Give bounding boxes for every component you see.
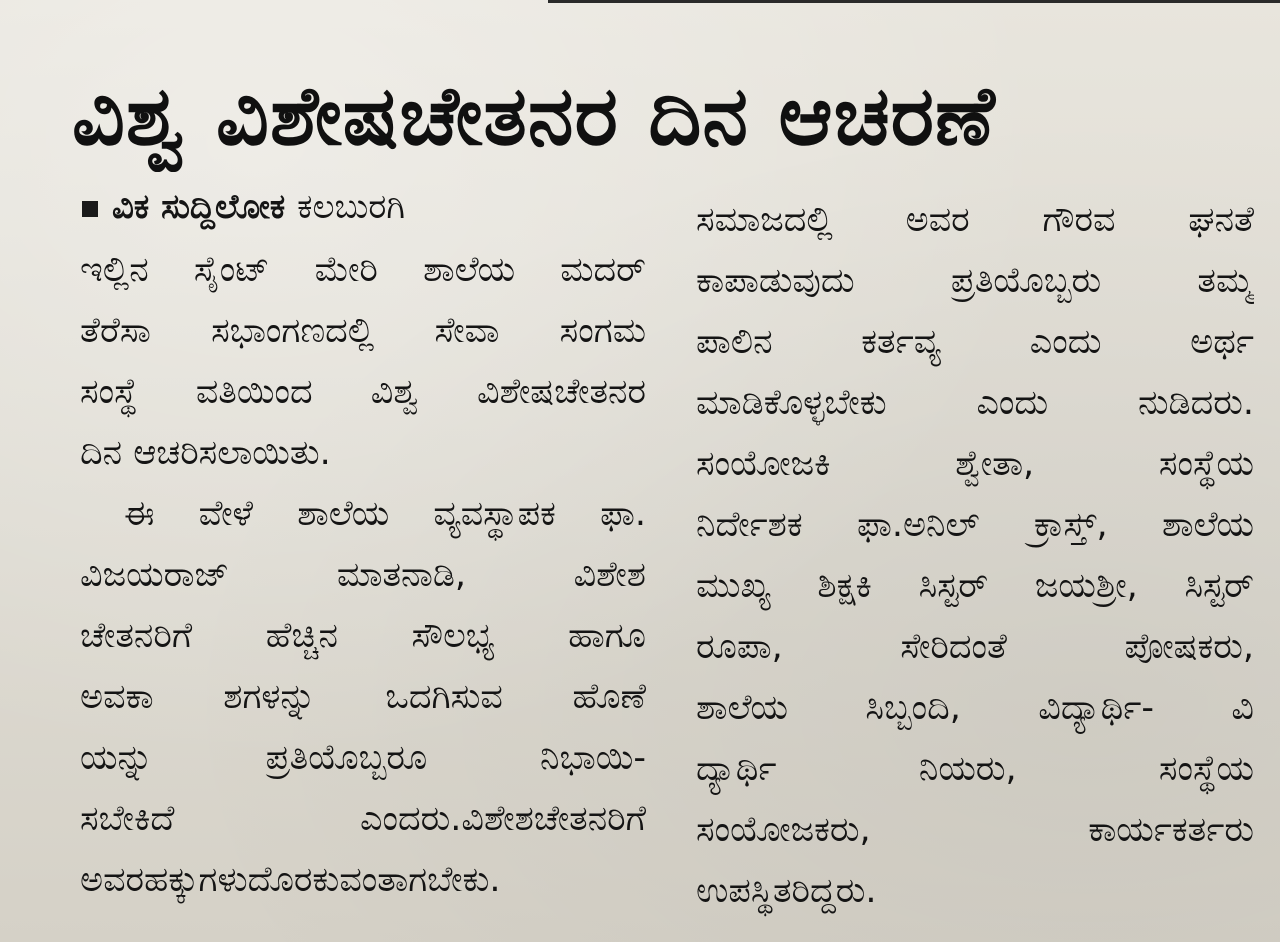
byline-source: ವಿಕ ಸುದ್ದಿಲೋಕ — [112, 187, 286, 227]
body-line: ಸಂಸ್ಥೆ ವತಿಯಿಂದ ವಿಶ್ವ ವಿಶೇಷಚೇತನರ — [80, 372, 646, 412]
body-line: ಇಲ್ಲಿನ ಸೈಂಟ್ ಮೇರಿ ಶಾಲೆಯ ಮದರ್ — [80, 250, 646, 290]
article-column-left — [80, 240, 646, 911]
body-line: ಉಪಸ್ಥಿತರಿದ್ದರು. — [696, 871, 877, 911]
body-line: ಪಾಲಿನ ಕರ್ತವ್ಯ ಎಂದು ಅರ್ಥ — [696, 322, 1254, 362]
byline-place: ಕಲಬುರಗಿ — [297, 187, 405, 227]
body-line: ಸಮಾಜದಲ್ಲಿ ಅವರ ಗೌರವ ಘನತೆ — [696, 200, 1254, 240]
bullet-square-icon — [82, 201, 98, 217]
article-column-right — [696, 190, 1254, 922]
body-line: ಮುಖ್ಯ ಶಿಕ್ಷಕಿ ಸಿಸ್ಟರ್ ಜಯಶ್ರೀ, ಸಿಸ್ಟರ್ — [696, 566, 1254, 606]
body-line: ದಿನ ಆಚರಿಸಲಾಯಿತು. — [80, 433, 331, 473]
body-line: ಶಾಲೆಯ ಸಿಬ್ಬಂದಿ, ವಿದ್ಯಾರ್ಥಿ- ವಿ — [696, 688, 1254, 728]
top-rule-divider — [548, 0, 1280, 3]
body-line: ತೆರೆಸಾ ಸಭಾಂಗಣದಲ್ಲಿ ಸೇವಾ ಸಂಗಮ — [80, 311, 646, 351]
body-line: ಸಂಯೋಜಕಿ ಶ್ವೇತಾ, ಸಂಸ್ಥೆಯ — [696, 444, 1254, 484]
body-line: ಅವರಹಕ್ಕುಗಳುದೊರಕುವಂತಾಗಬೇಕು. — [80, 860, 501, 900]
body-line: ವಿಜಯರಾಜ್ ಮಾತನಾಡಿ, ವಿಶೇಶ — [80, 555, 646, 595]
body-line: ಕಾಪಾಡುವುದು ಪ್ರತಿಯೊಬ್ಬರು ತಮ್ಮ — [696, 261, 1254, 301]
headline: ವಿಶ್ವ ವಿಶೇಷಚೇತನರ ದಿನ ಆಚರಣೆ — [72, 69, 996, 164]
body-line: ಈ ವೇಳೆ ಶಾಲೆಯ ವ್ಯವಸ್ಥಾಪಕ ಫಾ. — [124, 494, 646, 534]
body-line: ಮಾಡಿಕೊಳ್ಳಬೇಕು ಎಂದು ನುಡಿದರು. — [696, 383, 1254, 423]
body-line: ಸಬೇಕಿದೆ ಎಂದರು.ವಿಶೇಶಚೇತನರಿಗೆ — [80, 799, 646, 839]
body-line: ಅವಕಾ ಶಗಳನ್ನು ಒದಗಿಸುವ ಹೊಣೆ — [80, 677, 646, 717]
body-line: ಯನ್ನು ಪ್ರತಿಯೊಬ್ಬರೂ ನಿಭಾಯಿ- — [80, 738, 646, 778]
byline — [82, 182, 405, 232]
body-line: ದ್ಯಾರ್ಥಿ ನಿಯರು, ಸಂಸ್ಥೆಯ — [696, 749, 1254, 789]
body-line: ರೂಪಾ, ಸೇರಿದಂತೆ ಪೋಷಕರು, — [696, 627, 1254, 667]
body-line: ಚೇತನರಿಗೆ ಹೆಚ್ಚಿನ ಸೌಲಭ್ಯ ಹಾಗೂ — [80, 616, 646, 656]
body-line: ಸಂಯೋಜಕರು, ಕಾರ್ಯಕರ್ತರು — [696, 810, 1254, 850]
body-line: ನಿರ್ದೇಶಕ ಫಾ.ಅನಿಲ್ ಕ್ರಾಸ್ತ್, ಶಾಲೆಯ — [696, 505, 1254, 545]
